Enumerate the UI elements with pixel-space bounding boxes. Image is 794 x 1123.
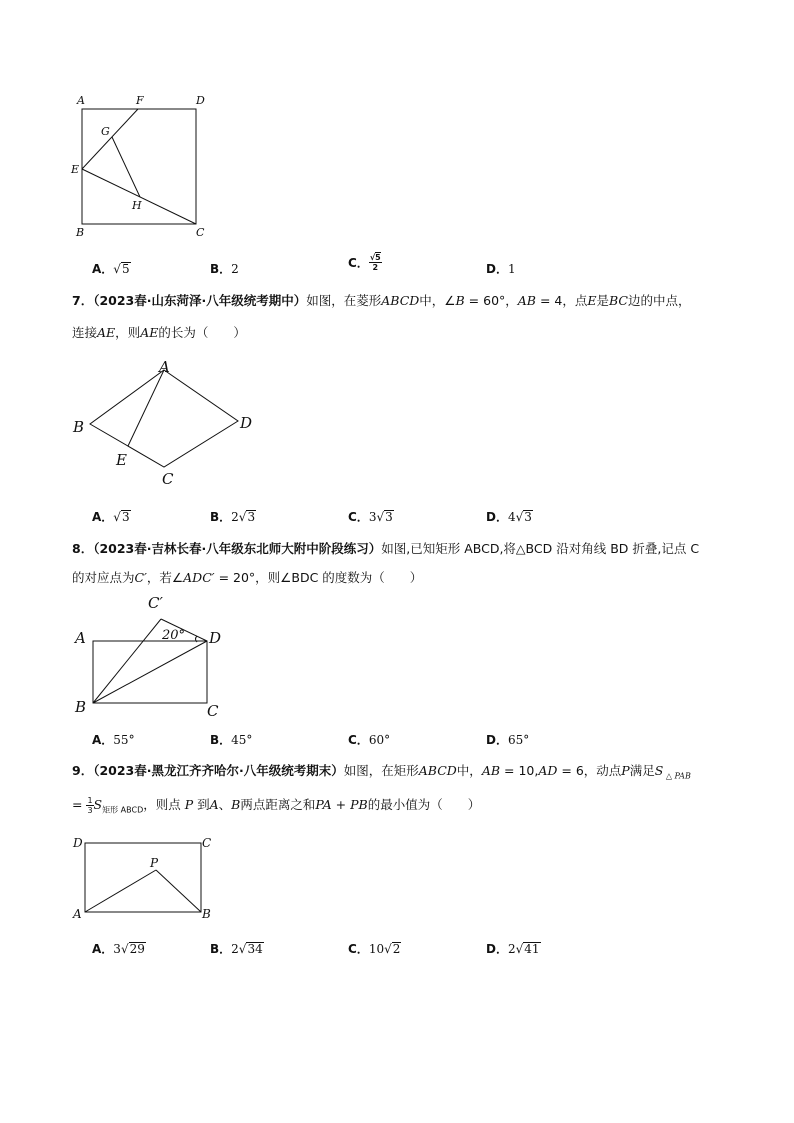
- q7-stem-line2: 连接AE，则AE的长为（ ）: [72, 325, 246, 340]
- q9-option-b: B．2√34: [210, 942, 263, 956]
- q7-figure: [68, 358, 268, 490]
- q8-label-a: A: [75, 629, 86, 647]
- q6-label-e: E: [71, 163, 80, 176]
- q6-line-ec: [82, 169, 196, 224]
- q9-fraction: $\frac{1}{3}$: [87, 796, 93, 815]
- q8-label-c: C: [207, 702, 219, 720]
- q6-line-ef: [82, 109, 138, 169]
- q9-option-d: D．2√41: [486, 942, 540, 956]
- q7-option-b: B．2√3: [210, 510, 256, 524]
- q9-line-ap: [85, 870, 156, 912]
- q7-label-a: A: [159, 358, 170, 376]
- q9-label-d: D: [73, 836, 83, 850]
- q9-option-c: C．10√2: [348, 942, 401, 956]
- q7-label-d: D: [240, 414, 253, 432]
- q8-option-b: B．45°: [210, 733, 253, 747]
- q8-angle-arc: [196, 636, 198, 642]
- q6-label-f: F: [136, 94, 144, 107]
- q8-label-d: D: [209, 629, 222, 647]
- q9-label-a: A: [73, 907, 82, 921]
- q8-stem-line1: 8．（2023春·吉林长春·八年级东北师大附中阶段练习）如图,已知矩形 ABCD,将△BCD 沿对角线 BD 折叠,记点 C: [72, 541, 700, 556]
- q6-label-a: A: [77, 94, 85, 107]
- q7-label-e: E: [116, 451, 127, 469]
- q8-stem-line2: 的对应点为C′，若∠ADC′ = 20°，则∠BDC 的度数为（ ）: [72, 570, 423, 585]
- q8-line-bcp: [93, 619, 161, 703]
- q6-figure: [66, 90, 226, 242]
- q8-figure: [70, 594, 240, 720]
- q6-option-c-fraction: $\frac{√5}{2}$: [369, 253, 381, 272]
- q6-option-c: C． $\frac{√5}{2}$: [348, 253, 381, 272]
- q7-label-b: B: [73, 418, 85, 436]
- q9-line-pb: [156, 870, 201, 912]
- q7-label-c: C: [162, 470, 174, 488]
- q6-label-h: H: [132, 199, 142, 212]
- q9-label-b: B: [202, 907, 211, 921]
- q8-label-cprime: C′: [148, 594, 163, 612]
- q6-option-a-radicand: 5: [121, 262, 130, 276]
- q6-line-gh: [112, 137, 140, 197]
- q9-label-c: C: [202, 836, 212, 850]
- q7-rhombus: [90, 370, 238, 467]
- q6-option-d: D．1: [486, 262, 516, 276]
- q7-stem-line1: 7．（2023春·山东菏泽·八年级统考期中）如图，在菱形ABCD中，∠B = 60°，AB = 4，点E是BC边的中点，: [72, 293, 691, 308]
- q6-label-c: C: [196, 226, 205, 239]
- q7-option-d: D．4√3: [486, 510, 532, 524]
- q9-stem-line1: 9．（2023春·黑龙江齐齐哈尔·八年级统考期末）如图，在矩形ABCD中，AB = 10,AD = 6，动点P满足S $_{\triangle PAB}$: [72, 763, 691, 781]
- q6-option-a: A．√5: [92, 262, 130, 276]
- q8-option-a: A．55°: [92, 733, 135, 747]
- q7-option-c: C．3√3: [348, 510, 393, 524]
- q9-figure: [70, 830, 220, 922]
- q8-line-bd: [93, 641, 207, 703]
- q6-label-g: G: [101, 125, 110, 138]
- q8-option-d: D．65°: [486, 733, 530, 747]
- q8-label-b: B: [75, 698, 87, 716]
- q6-label-d: D: [196, 94, 205, 107]
- q9-stem-line2: = $\frac{1}{3}$ $S_{矩形 ABCD}$，则点 P 到A、B两点距离之和PA + PB的最小值为（ ）: [72, 796, 481, 815]
- q6-option-b: B．2: [210, 262, 239, 276]
- q8-label-angle: 20°: [162, 628, 186, 643]
- q9-option-a: A．3√29: [92, 942, 145, 956]
- q6-label-b: B: [76, 226, 85, 239]
- q9-label-p: P: [150, 856, 159, 870]
- q7-option-a: A．√3: [92, 510, 130, 524]
- q8-option-c: C．60°: [348, 733, 391, 747]
- q7-line-ae: [128, 370, 164, 446]
